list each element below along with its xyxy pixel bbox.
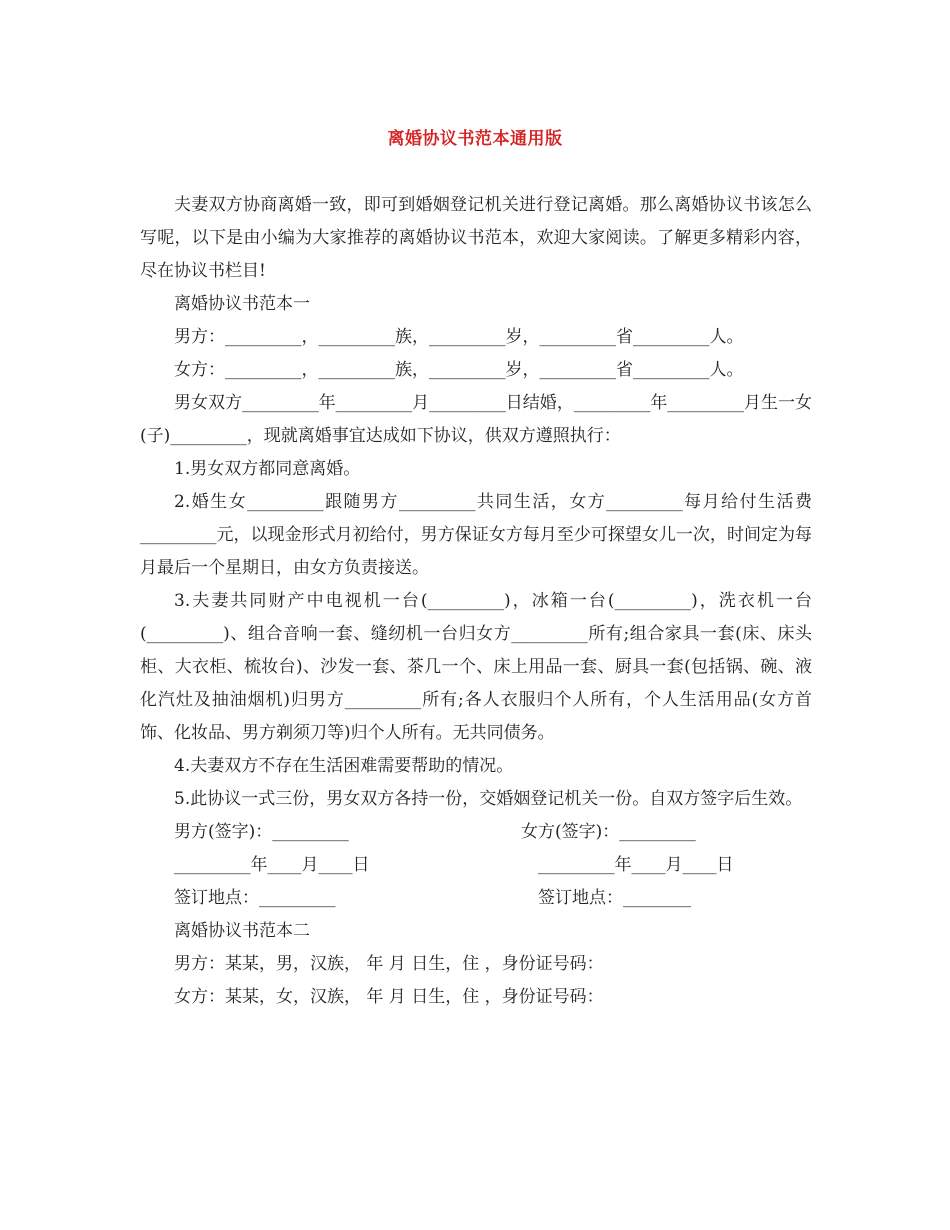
clause-4: 4.夫妻双方不存在生活困难需要帮助的情况。 [174, 756, 514, 776]
clause-2: 2.婚生女_________跟随男方_________共同生活，女方_________每月给付生活费_________元，以现金形式月初给付，男方保证女方每月至少可探望女儿一次，时间定为每月最后一个星期日，由女方负责接送。 [140, 492, 812, 578]
clause-3: 3.夫妻共同财产中电视机一台(_________)，冰箱一台(_________)，洗衣机一台(_________)、组合音响一套、缝纫机一台归女方_________所有;组合家具一套(床、床头柜、大衣柜、梳妆台)、沙发一套、茶几一个、床上用品一套、厨具一套(包括锅、碗、液化汽灶及抽油烟机)归男方_________所有;各人衣服归个人所有，个人生活用品(女方首饰、化妆品、男方剃须刀等)归个人所有。无共同债务。 [140, 591, 812, 743]
intro-paragraph: 夫妻双方协商离婚一致，即可到婚姻登记机关进行登记离婚。那么离婚协议书该怎么写呢，以下是由小编为大家推荐的离婚协议书范本，欢迎大家阅读。了解更多精彩内容，尽在协议书栏目! [140, 195, 812, 281]
section-heading-sample-two: 离婚协议书范本二 [174, 921, 310, 941]
place-row [140, 882, 812, 915]
female-party-line: 女方：_________，_________族，_________岁，_________省_________人。 [174, 360, 744, 380]
male-sign-date: _________年____月____日 [174, 855, 370, 875]
female-sign-place: 签订地点：________ [538, 888, 691, 908]
clause-1: 1.男女双方都同意离婚。 [174, 459, 361, 479]
female-signature: 女方(签字)：_________ [521, 822, 696, 842]
date-row [140, 849, 812, 882]
document-title: 离婚协议书范本通用版 [387, 129, 563, 149]
sample-two-male-line: 男方：某某，男，汉族， 年 月 日生，住 ，身份证号码： [174, 954, 604, 974]
male-signature: 男方(签字)：_________ [174, 822, 349, 842]
section-heading-sample-one: 离婚协议书范本一 [174, 294, 310, 314]
sample-two-female-line: 女方：某某，女，汉族， 年 月 日生，住 ，身份证号码： [174, 987, 604, 1007]
female-sign-date: _________年____月____日 [538, 855, 734, 875]
male-sign-place: 签订地点：_________ [174, 888, 336, 908]
marriage-info-paragraph: 男女双方_________年_________月_________日结婚，_________年_________月生一女(子)_________，现就离婚事宜达成如下协议，供双方遵照执行： [140, 393, 812, 446]
document-body [140, 189, 812, 1014]
clause-5: 5.此协议一式三份，男女双方各持一份，交婚姻登记机关一份。自双方签字后生效。 [174, 789, 803, 809]
male-party-line: 男方：_________，_________族，_________岁，_________省_________人。 [174, 327, 744, 347]
signature-row [140, 816, 812, 849]
